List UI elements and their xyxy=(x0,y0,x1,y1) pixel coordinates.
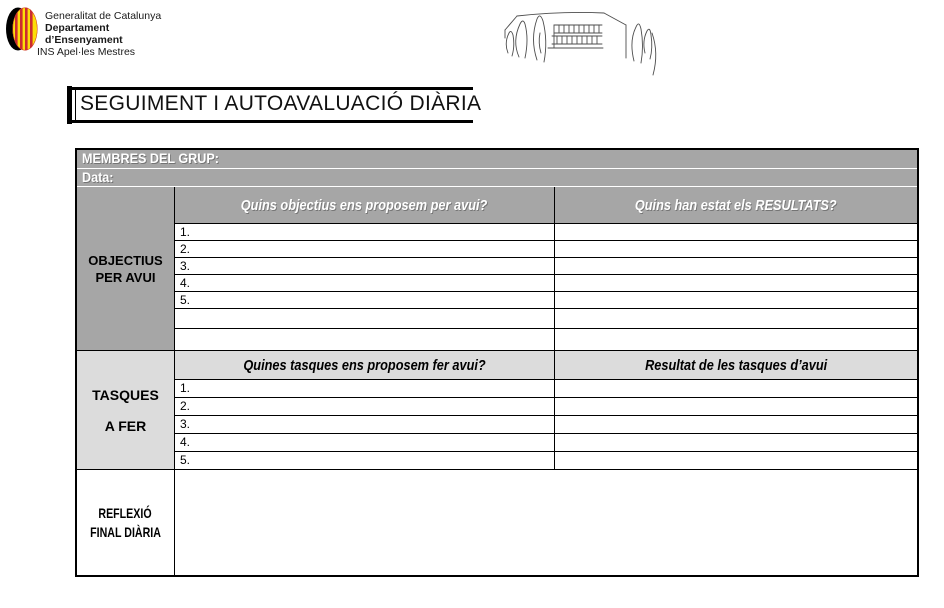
objectius-extra-row-2-left xyxy=(175,329,555,351)
tasques-row-4-number: 4. xyxy=(175,434,555,452)
tasques-row-2-result xyxy=(555,398,917,416)
objectius-row-2-number: 2. xyxy=(175,241,555,258)
tasques-row-4-result xyxy=(555,434,917,452)
data-row xyxy=(77,169,917,187)
tasques-row-1-result xyxy=(555,380,917,398)
objectius-row-3-result xyxy=(555,258,917,275)
tasques-label-line2: A FER xyxy=(104,417,147,434)
org-logo-block xyxy=(6,6,161,58)
objectius-row-2-result xyxy=(555,241,917,258)
membres-del-grup-row xyxy=(77,150,917,169)
objectius-col1-header: Quins objectius ens proposem per avui? xyxy=(175,187,555,224)
reflexio-section-label xyxy=(77,470,175,575)
objectius-label-line1: OBJECTIUS xyxy=(88,252,163,268)
objectius-row-3-number: 3. xyxy=(175,258,555,275)
dept-line1: Departament xyxy=(45,22,110,34)
org-name: Generalitat de Catalunya xyxy=(45,10,162,22)
reflexio-label-line1: REFLEXIÓ xyxy=(98,505,153,521)
objectius-row-1-number: 1. xyxy=(175,224,555,241)
objectius-row-1-result xyxy=(555,224,917,241)
school-building-sketch-icon xyxy=(492,3,664,85)
membres-del-grup-label: MEMBRES DEL GRUP: xyxy=(82,150,219,166)
objectius-extra-row-2-right xyxy=(555,329,917,351)
reflexio-content-area xyxy=(175,470,917,575)
tasques-col1-header: Quines tasques ens proposem fer avui? xyxy=(175,351,555,380)
school-name: INS Apel·les Mestres xyxy=(37,46,136,58)
objectius-row-4-number: 4. xyxy=(175,275,555,292)
objectius-row-4-result xyxy=(555,275,917,292)
tasques-col2-header: Resultat de les tasques d’avui xyxy=(555,351,917,380)
generalitat-shield-icon xyxy=(6,6,38,53)
org-text-block xyxy=(37,6,162,58)
tasques-row-3-number: 3. xyxy=(175,416,555,434)
tasques-row-1-number: 1. xyxy=(175,380,555,398)
objectius-extra-row-1-left xyxy=(175,309,555,329)
dept-line2: d’Ensenyament xyxy=(45,34,123,46)
data-label: Data: xyxy=(82,169,114,185)
tasques-row-5-number: 5. xyxy=(175,452,555,470)
tasques-row-2-number: 2. xyxy=(175,398,555,416)
reflexio-label-line2: FINAL DIÀRIA xyxy=(90,524,161,540)
objectius-row-5-result xyxy=(555,292,917,309)
objectius-col2-header: Quins han estat els RESULTATS? xyxy=(555,187,917,224)
objectius-row-5-number: 5. xyxy=(175,292,555,309)
tasques-row-5-result xyxy=(555,452,917,470)
daily-self-assessment-form xyxy=(75,148,919,577)
objectius-section-label xyxy=(77,187,175,351)
objectius-extra-row-1-right xyxy=(555,309,917,329)
document-title-box xyxy=(67,87,482,123)
tasques-row-3-result xyxy=(555,416,917,434)
tasques-label-line1: TASQUES xyxy=(92,386,159,403)
page-title: SEGUIMENT I AUTOAVALUACIÓ DIÀRIA xyxy=(80,92,482,115)
objectius-label-line2: PER AVUI xyxy=(95,269,156,285)
tasques-section-label xyxy=(77,351,175,470)
